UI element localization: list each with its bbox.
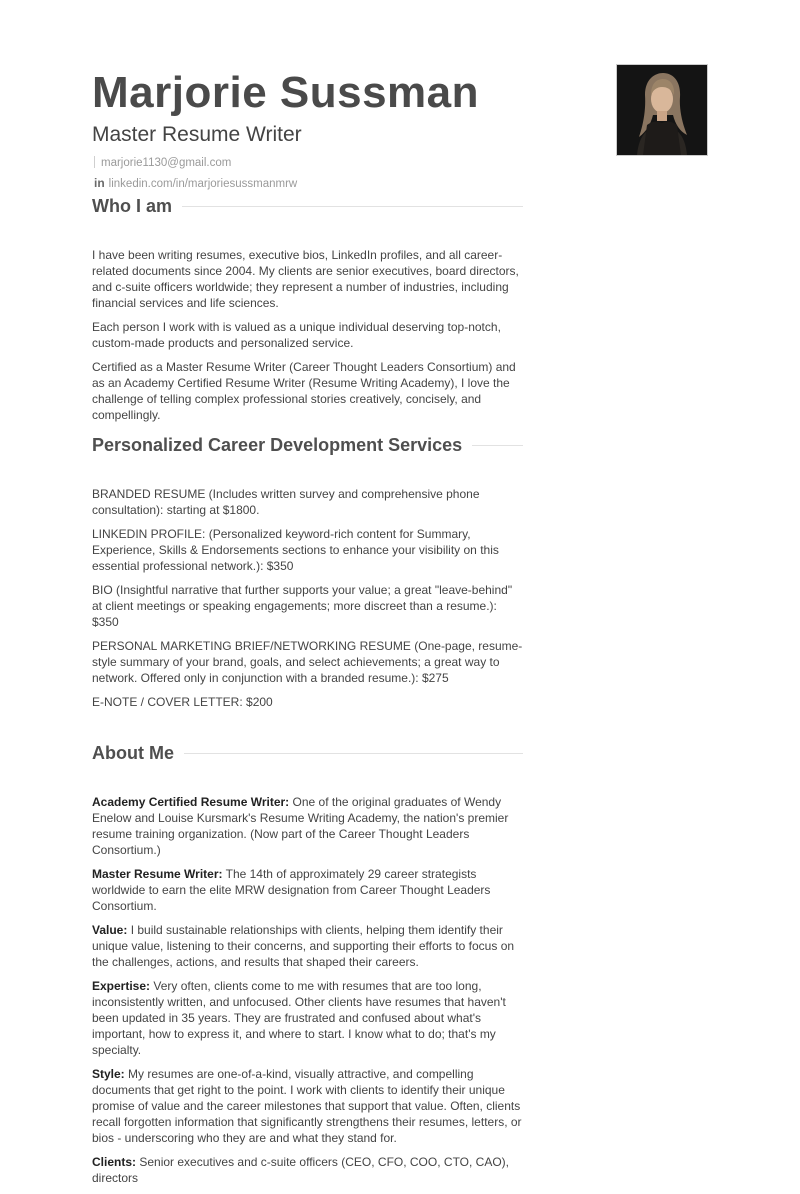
who-paragraph: Each person I work with is valued as a unique individual deserving top-notch, custom-made products and personalized service. [92,320,501,350]
service-item: LINKEDIN PROFILE: (Personalized keyword-rich content for Summary, Experience, Skills & Endorsements sections to enhance your visibility on this essential professional network.): $350 [92,527,499,573]
linkedin-contact[interactable] [94,175,297,192]
about-item-text: Very often, clients come to me with resumes that are too long, inconsistently written, and unfocused. Other clients have resumes that haven't been updated in 35 years. They are frustrated and confused about what's important, how to express it, and where to start. I know what to do; that's my specialty. [92,979,506,1057]
who-paragraph: Certified as a Master Resume Writer (Career Thought Leaders Consortium) and as an Academy Certified Resume Writer (Resume Writing Academy), I love the challenge of telling complex professional stories creatively, concisely, and compellingly. [92,360,516,422]
section-divider [182,206,523,207]
about-item-text: Senior executives and c-suite officers (CEO, CFO, COO, CTO, CAO), directors [92,1155,510,1185]
section-who-title: Who I am [92,196,172,216]
about-item [92,866,524,914]
about-item-text: One of the original graduates of Wendy Enelow and Louise Kursmark's Resume Writing Academy, the nation's premier resume training organization. (Now part of the Career Thought Leaders Consortium.) [92,795,509,857]
about-item [92,794,524,858]
about-item-text: I build sustainable relationships with clients, helping them identify their unique value, listening to their concerns, and supporting their efforts to focus on the challenges, actions, and results that shaped their careers. [92,923,515,969]
linkedin-url[interactable]: linkedin.com/in/marjoriesussmanmrw [108,178,298,190]
section-divider [184,753,523,754]
profile-photo [616,64,708,156]
about-item-label: Style: [92,1067,125,1081]
who-paragraph: I have been writing resumes, executive bios, LinkedIn profiles, and all career-related documents since 2004. My clients are senior executives, board directors, and c-suite officers worldwide; they represent a number of industries, including financial services and life sciences. [92,248,519,310]
section-who-heading [92,193,523,219]
about-item [92,922,524,970]
about-item [92,978,524,1058]
about-item-label: Master Resume Writer: [92,867,223,881]
service-item: PERSONAL MARKETING BRIEF/NETWORKING RESUME (One-page, resume-style summary of your brand, goals, and select achievements; a great way to network. Offered only in conjunction with a branded resume.): $275 [92,639,523,685]
service-item: E-NOTE / COVER LETTER: $200 [92,695,273,709]
about-item [92,1154,524,1186]
section-services-body [92,486,524,718]
candidate-name: Marjorie Sussman [92,68,480,117]
section-who-body [92,247,524,431]
section-about-heading [92,740,523,766]
email-text[interactable]: marjorie1130@gmail.com [101,157,232,169]
section-about-title: About Me [92,743,174,763]
about-item-text: The 14th of approximately 29 career strategists worldwide to earn the elite MRW designation from Career Thought Leaders Consortium. [92,867,491,913]
service-item: BRANDED RESUME (Includes written survey and comprehensive phone consultation): starting at $1800. [92,487,480,517]
section-services-heading [92,432,523,458]
section-divider [472,445,523,446]
about-item-label: Expertise: [92,979,151,993]
about-item-label: Academy Certified Resume Writer: [92,795,290,809]
about-item [92,1066,524,1146]
service-item: BIO (Insightful narrative that further supports your value; a great "leave-behind" at client meetings or speaking engagements; more discreet than a resume.): $350 [92,583,513,629]
candidate-title: Master Resume Writer [92,123,302,146]
section-services-title: Personalized Career Development Services [92,435,463,455]
linkedin-icon: in [94,176,105,190]
about-item-label: Value: [92,923,128,937]
email-contact[interactable] [94,155,231,171]
about-item-text: My resumes are one-of-a-kind, visually attractive, and compelling documents that get right to the point. I work with clients to identify their unique promise of value and the career milestones that support that value. Often, clients recall forgotten information that significantly strengthens their resumes, letters, or bios - underscoring who they are and what they stand for. [92,1067,522,1145]
about-item-label: Clients: [92,1155,137,1169]
email-separator [94,156,95,168]
section-about-body [92,794,524,1194]
